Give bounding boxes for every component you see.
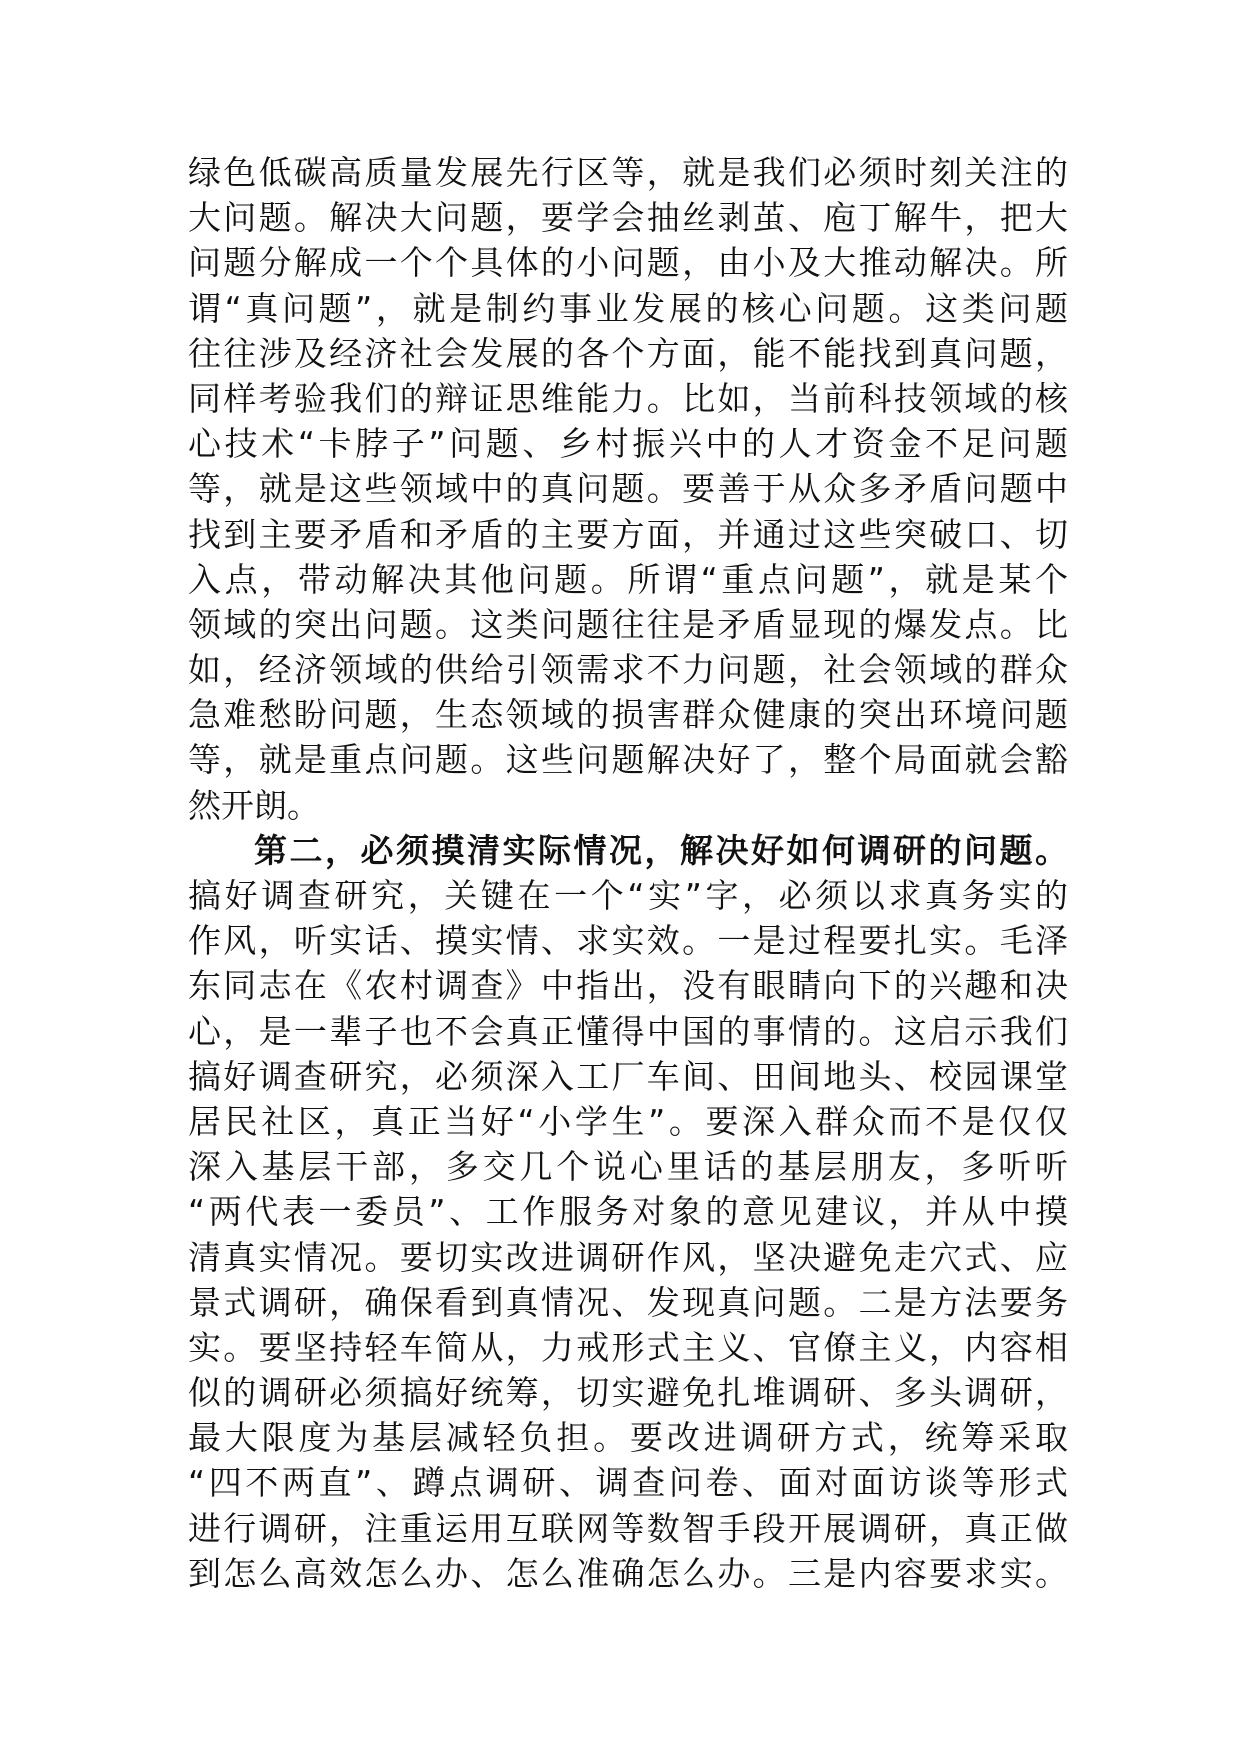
text-line: 清真实情况。要切实改进调研作风，坚决避免走穴式、应 <box>188 1237 1068 1277</box>
text-line: 绿色低碳高质量发展先行区等，就是我们必须时刻关注的 <box>188 153 1068 192</box>
text-line: 实。要坚持轻车简从，力戒形式主义、官僚主义，内容相 <box>188 1327 1068 1367</box>
text-line: 问题分解成一个个具体的小问题，由小及大推动解决。所 <box>188 243 1068 283</box>
text-line: 急难愁盼问题，生态领域的损害群众健康的突出环境问题 <box>188 695 1068 735</box>
section-heading: 第二，必须摸清实际情况，解决好如何调研的问题。 <box>254 830 1068 870</box>
text-line: 东同志在《农村调查》中指出，没有眼睛向下的兴趣和决 <box>188 966 1068 1006</box>
text-line: 到怎么高效怎么办、怎么准确怎么办。三是内容要求实。 <box>188 1553 1068 1593</box>
text-line: 等，就是这些领域中的真问题。要善于从众多矛盾问题中 <box>188 469 1068 509</box>
text-line: 等，就是重点问题。这些问题解决好了，整个局面就会豁 <box>188 740 1068 780</box>
text-line: 进行调研，注重运用互联网等数智手段开展调研，真正做 <box>188 1508 1068 1548</box>
text-line: “两代表一委员”、工作服务对象的意见建议，并从中摸 <box>188 1192 1068 1232</box>
text-line: 如，经济领域的供给引领需求不力问题，社会领域的群众 <box>188 650 1068 690</box>
text-line: 同样考验我们的辩证思维能力。比如，当前科技领域的核 <box>188 378 1068 418</box>
text-line: 最大限度为基层减轻负担。要改进调研方式，统筹采取 <box>188 1418 1068 1458</box>
text-line: 景式调研，确保看到真情况、发现真问题。二是方法要务 <box>188 1282 1068 1322</box>
text-line: 作风，听实话、摸实情、求实效。一是过程要扎实。毛泽 <box>188 921 1068 961</box>
document-body <box>188 150 1068 1596</box>
text-line: 搞好调查研究，必须深入工厂车间、田间地头、校园课堂 <box>188 1056 1068 1096</box>
text-line: 然开朗。 <box>188 785 320 825</box>
text-line: 找到主要矛盾和矛盾的主要方面，并通过这些突破口、切 <box>188 514 1068 554</box>
text-line: 心技术“卡脖子”问题、乡村振兴中的人才资金不足问题 <box>188 424 1068 464</box>
text-line: 居民社区，真正当好“小学生”。要深入群众而不是仅仅 <box>188 1101 1068 1141</box>
text-line: “四不两直”、蹲点调研、调查问卷、面对面访谈等形式 <box>188 1463 1068 1503</box>
text-line: 心，是一辈子也不会真正懂得中国的事情的。这启示我们 <box>188 1011 1068 1051</box>
text-line: 往往涉及经济社会发展的各个方面，能不能找到真问题， <box>188 333 1068 373</box>
text-line: 深入基层干部，多交几个说心里话的基层朋友，多听听 <box>188 1147 1068 1187</box>
text-line: 搞好调查研究，关键在一个“实”字，必须以求真务实的 <box>188 876 1068 915</box>
text-line: 大问题。解决大问题，要学会抽丝剥茧、庖丁解牛，把大 <box>188 198 1068 238</box>
text-line: 入点，带动解决其他问题。所谓“重点问题”，就是某个 <box>188 559 1068 599</box>
text-line: 似的调研必须搞好统筹，切实避免扎堆调研、多头调研， <box>188 1373 1068 1413</box>
text-line: 领域的突出问题。这类问题往往是矛盾显现的爆发点。比 <box>188 604 1068 644</box>
text-line: 谓“真问题”，就是制约事业发展的核心问题。这类问题 <box>188 288 1068 328</box>
